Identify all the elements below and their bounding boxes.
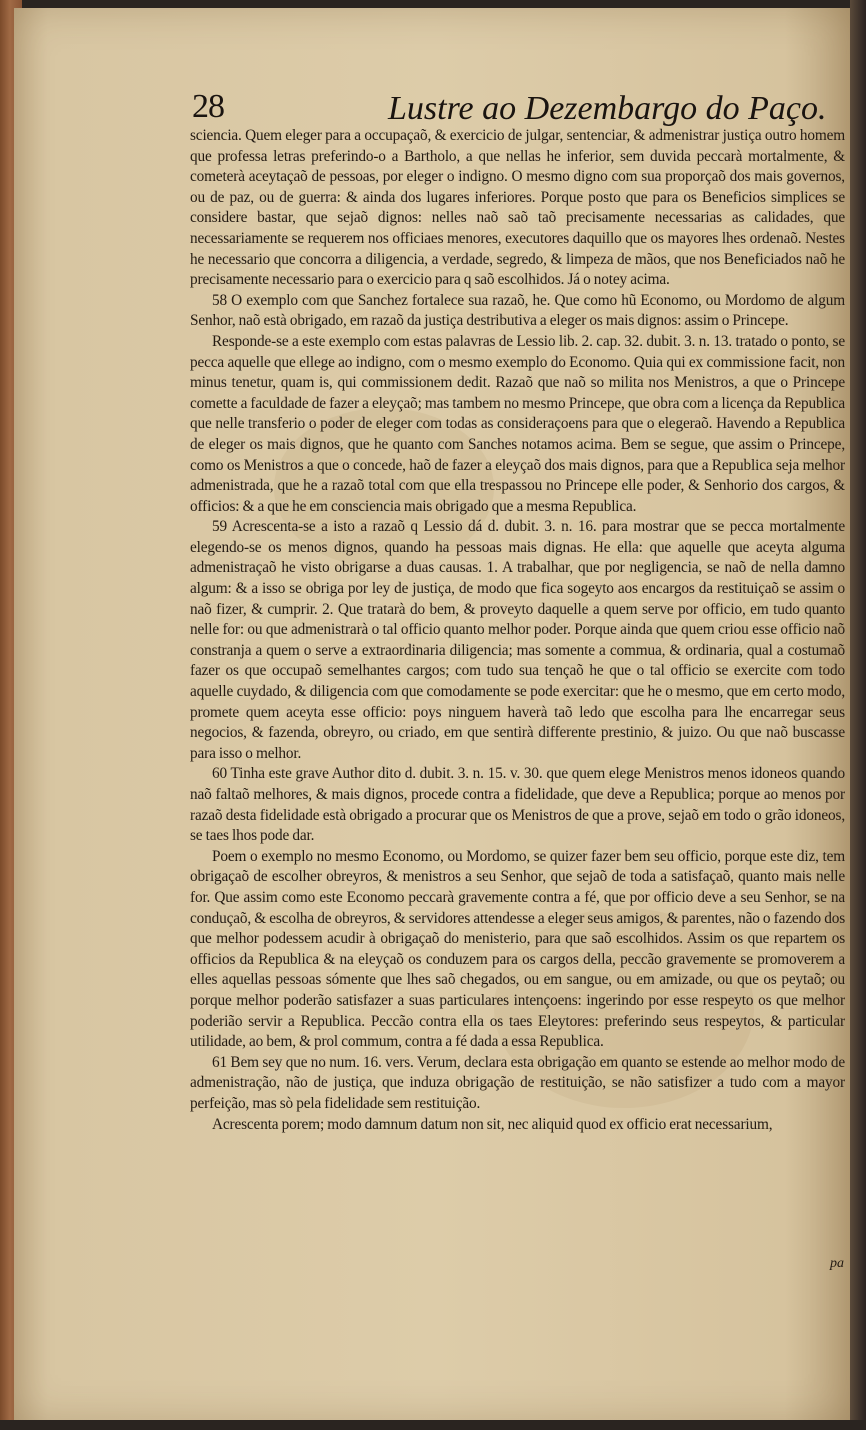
- paragraph: 60 Tinha este grave Author dito d. dubit. 3. n. 15. v. 30. que quem elege Menistros menos idoneos quando naõ faltaõ melhores, & mais dignos, procede contra a fidelidade, que deve a Republica; porque ao menos por razaõ desta fidelidade està obrigado a procurar que os Menistros de que a prove, sejaõ em todo o grão idoneos, se taes lhos pode dar.: [190, 765, 845, 845]
- paragraph: Acrescenta porem; modo damnum datum non sit, nec aliquid quod ex officio erat necessarium,: [212, 1115, 773, 1133]
- body-text: [190, 126, 845, 1256]
- paragraph: 58 O exemplo com que Sanchez fortalece sua razaõ, he. Que como hũ Economo, ou Mordomo de algum Senhor, naõ està obrigado, em razaõ da justiça destributiva a eleger os mais dignos: assim o Princepe.: [190, 291, 845, 330]
- book-edge: [850, 0, 866, 1430]
- page-number: 28: [192, 88, 224, 125]
- running-title: Lustre ao Dezembargo do Paço.: [388, 90, 827, 127]
- paragraph: sciencia. Quem eleger para a occupaçaõ, & exercicio de julgar, sentenciar, & admenistrar justiça outro homem que professa letras preferindo-o a Bartholo, a que nellas he inferior, sem duvida peccarà mortalmente, & cometerà aceytaçaõ de pessoas, por eleger o indigno. O mesmo digno com sua proporçaõ dos mais governos, ou de paz, ou de guerra: & ainda dos lugares inferiores. Porque posto que para os Beneficios simplices se considere bastar, que sejaõ dignos: nelles naõ saõ taõ precisamente necessarias as calidades, que necessariamente se requerem nos officiaes menores, executores daquillo que os mayores lhes ordenaõ. Nestes he necessario que concorra a diligencia, a verdade, segredo, & limpeza de mãos, que nos Beneficiados naõ he precisamente necessario para o exercicio para q saõ escolhidos. Já o notey acima.: [190, 127, 845, 289]
- paragraph: Responde-se a este exemplo com estas palavras de Lessio lib. 2. cap. 32. dubit. 3. n. 13. tratado o ponto, se pecca aquelle que ellege ao indigno, com o mesmo exemplo do Economo. Quia qui ex commissione facit, non minus tenetur, quam is, qui commissionem dedit. Razaõ que naõ so milita nos Menistros, a que o Princepe comette a faculdade de fazer a eleyçaõ; mas tambem no mesmo Princepe, que obra com a licença da Republica que nelle transferio o poder de eleger com todas as consideraçoens para que o elegeraõ. Havendo a Republica de eleger os mais dignos, que he quanto com Sanches notamos acima. Bem se segue, que assim o Princepe, como os Menistros a que o concede, haõ de fazer a eleyçaõ dos mais dignos, para que a Republica seja melhor admenistrada, que he a razaõ total com que ella trespassou no Princepe elle poder, & Senhorio dos cargos, & officios: & a que he em consciencia mais obrigado que a mesma Republica.: [190, 332, 845, 515]
- bottom-edge: [0, 1420, 866, 1430]
- paragraph: 61 Bem sey que no num. 16. vers. Verum, declara esta obrigação em quanto se estende ao melhor modo de admenistração, não de justiça, que induza obrigação de restituição, se não satisfizer a tudo com a mayor perfeição, mas sò pela fidelidade sem restituição.: [190, 1053, 845, 1112]
- paragraph: 59 Acrescenta-se a isto a razaõ q Lessio dá d. dubit. 3. n. 16. para mostrar que se pecca mortalmente elegendo-se os menos dignos, quando ha pessoas mais dignas. He ella: que aquelle que aceyta alguma admenistraçaõ he visto obrigarse a duas causas. 1. A trabalhar, que por negligencia, se naõ de nella damno algum: & a isso se obriga por ley de justiça, de modo que fica sogeyto aos encargos da restituiçaõ se assim o naõ fizer, & cumprir. 2. Que tratarà do bem, & proveyto daquelle a quem serve por officio, em tudo quanto nelle for: ou que admenistrarà o tal officio quanto melhor poder. Porque ainda que quem criou esse officio naõ constranja a quem o serve a extraordinaria diligencia; mas somente a commua, & ordinaria, qual a costumaõ fazer os que occupaõ semelhantes cargos; com tudo sua tençaõ he que o tal officio se exercite com todo aquelle cuydado, & diligencia com que comodamente se pode exercitar: que he o mesmo, que em certo modo, promete quem aceyta esse officio: poys ninguem haverà taõ ledo que escolha para lhe encarregar seus negocios, & fazenda, obreyro, ou criado, em que sentirà differente prestinio, & juizo. Ou que naõ buscasse para isso o melhor.: [190, 518, 845, 762]
- catchword: pa: [830, 1256, 844, 1271]
- paragraph: Poem o exemplo no mesmo Economo, ou Mordomo, se quizer fazer bem seu officio, porque este diz, tem obrigaçaõ de escolher obreyros, & menistros a seu Senhor, que sejaõ de toda a satisfaçaõ, quanto mais nelle for. Que assim como este Economo peccarà gravemente contra a fé, que por officio deve a seu Senhor, se na conduçaõ, & escolha de obreyros, & servidores attendesse a eleger seus amigos, & parentes, não o fazendo dos que melhor podessem acudir à obrigaçaõ do menisterio, para que saõ escolhidos. Assim os que repartem os officios da Republica & na eleyçaõ os conduzem para os cargos della, peccão gravemente se promoverem a elles aquellas pessoas sómente que lhes saõ chegados, ou em sangue, ou em amizade, ou que os peytaõ; ou porque melhor poderão satisfazer a suas particulares intençoens: ingerindo por esse respeyto os que melhor poderião servir a Republica. Peccão contra ella os taes Eleytores: preferindo seus respeytos, & particular utilidade, ao bem, & prol commum, contra a fé dada a essa Republica.: [190, 847, 845, 1051]
